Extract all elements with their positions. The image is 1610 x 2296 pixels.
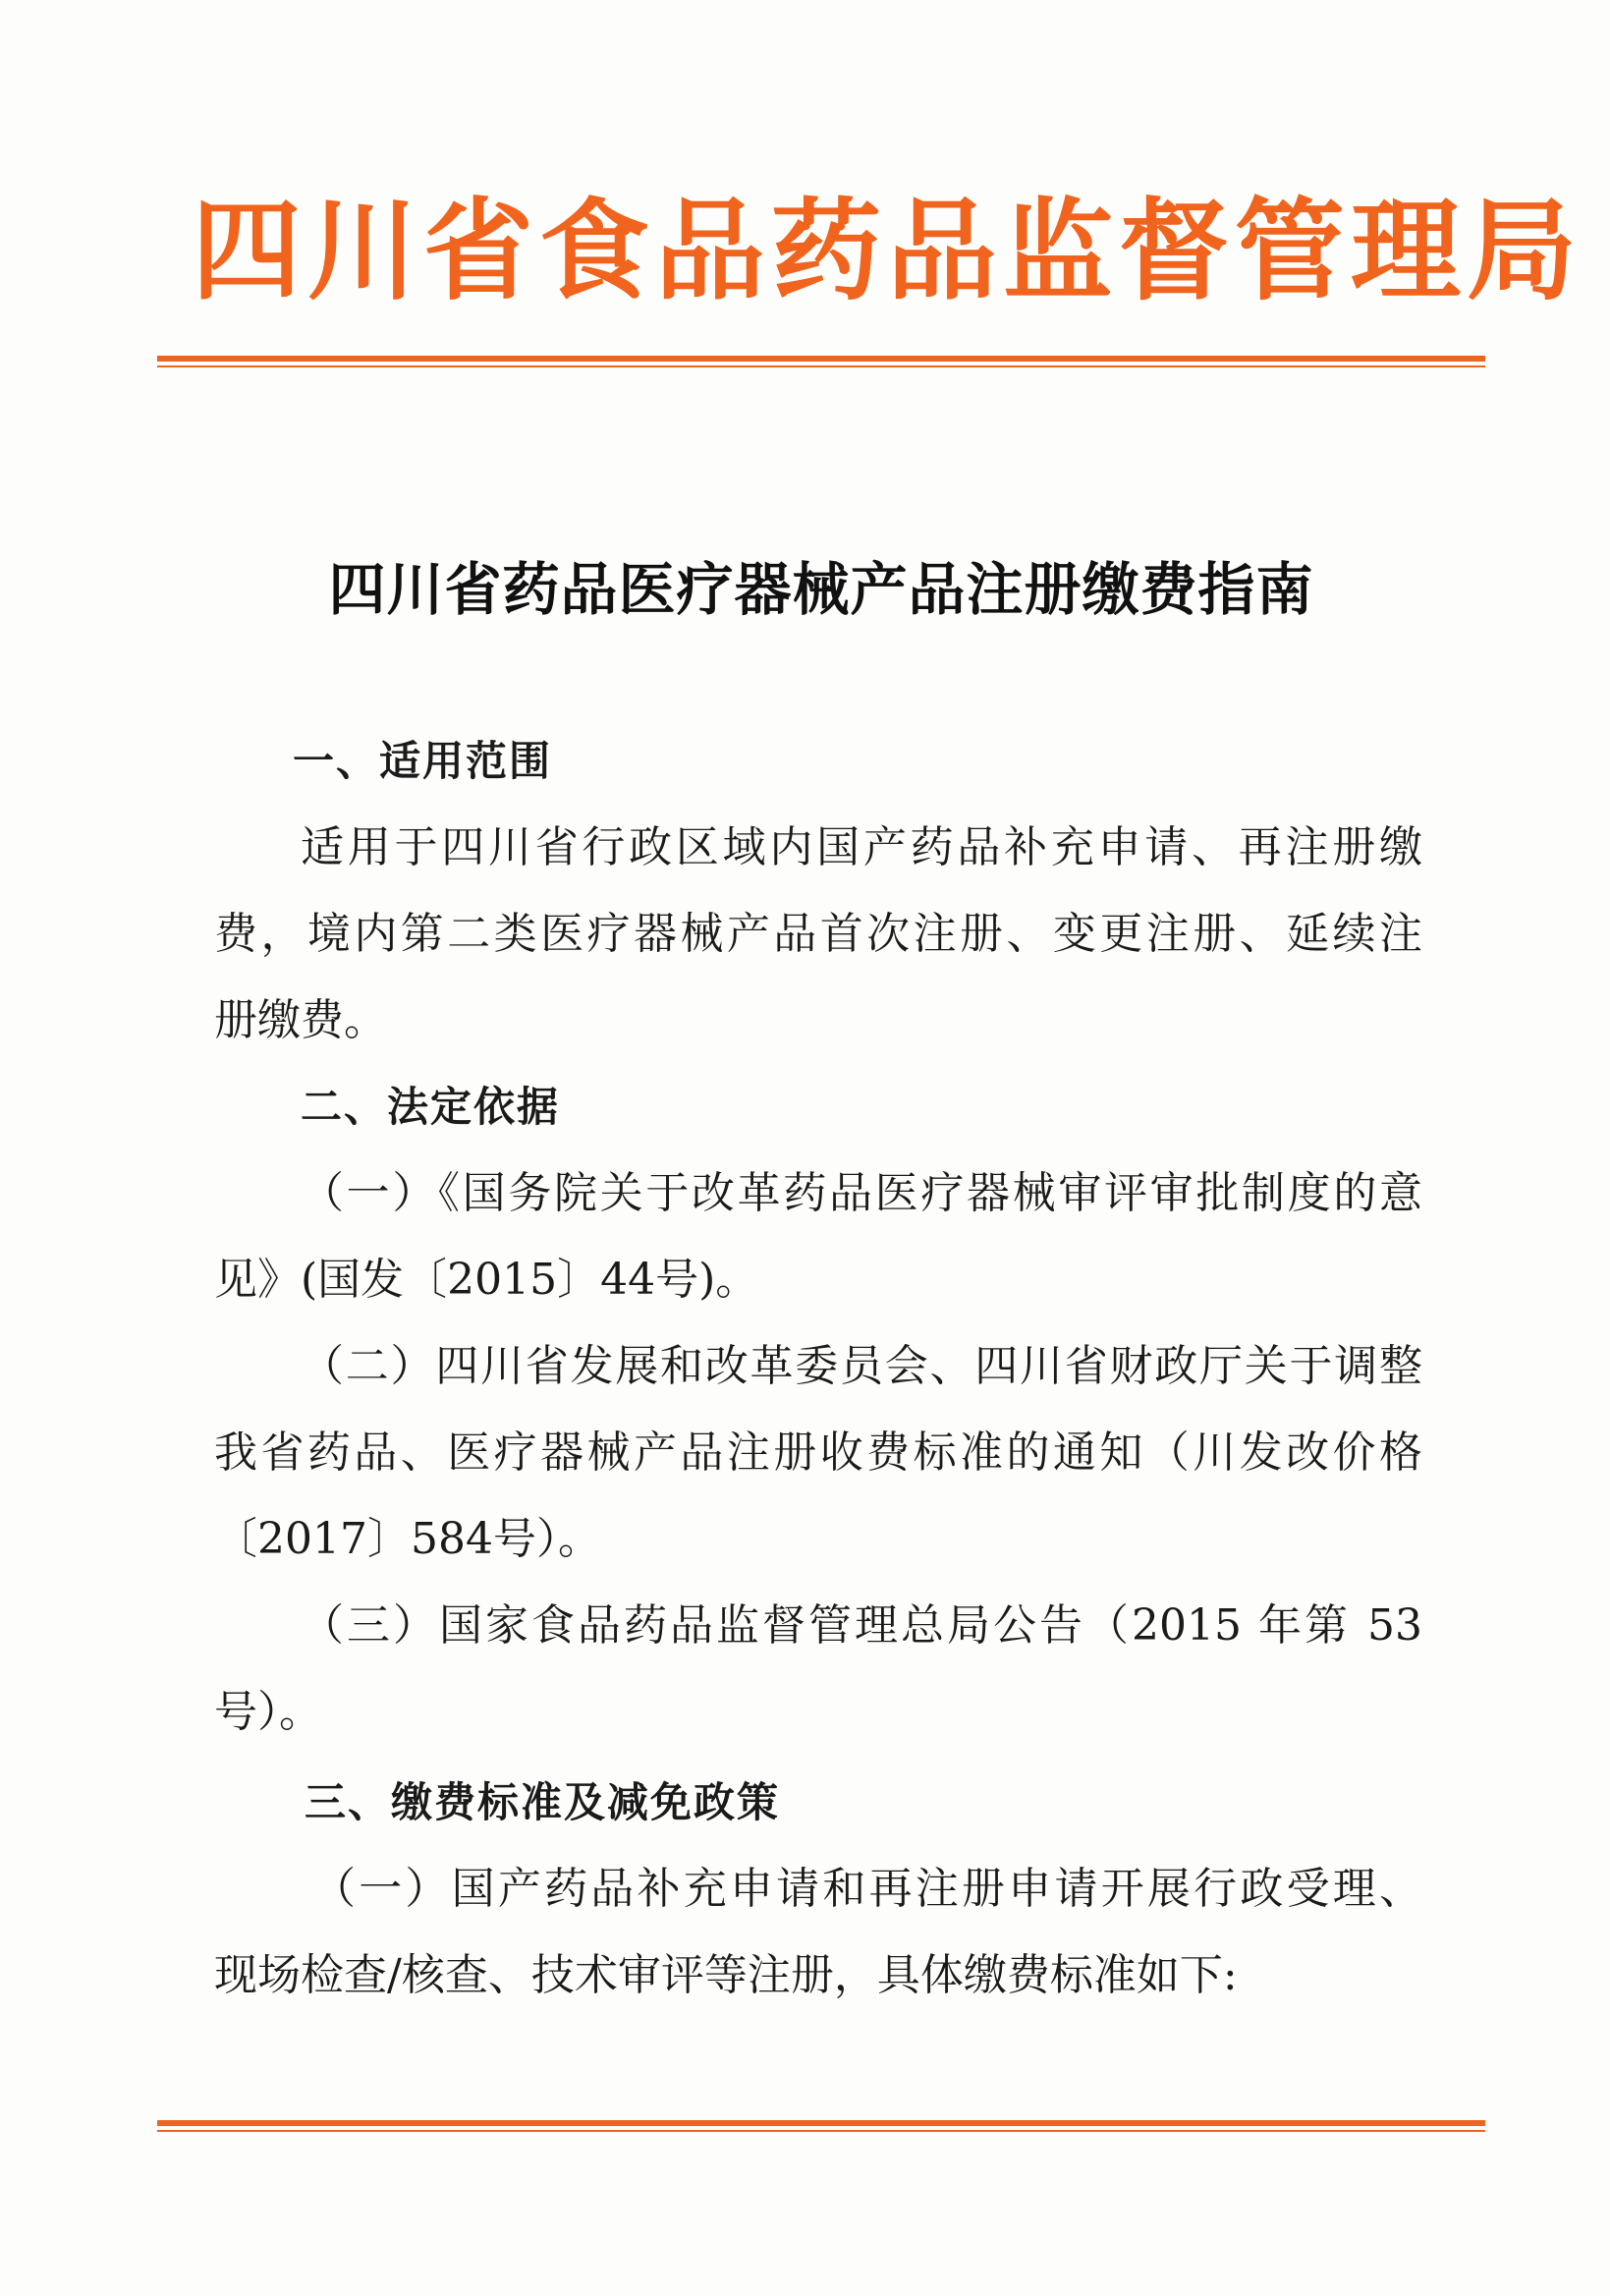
masthead-red-rule <box>157 356 1485 368</box>
red-rule-thick-line <box>157 2120 1485 2126</box>
paragraph-line: 现场检查/核查、技术审评等注册，具体缴费标准如下: <box>214 1950 1238 2000</box>
paragraph-line: （一）国产药品补充申请和再注册申请开展行政受理、 <box>312 1864 1422 1914</box>
red-rule-thin-line <box>157 365 1485 367</box>
section-heading-legal-basis: 二、法定依据 <box>301 1083 561 1131</box>
paragraph-line: 〔2017〕584号）。 <box>214 1514 601 1564</box>
paragraph-line: （一）《国务院关于改革药品医疗器械审评审批制度的意 <box>301 1168 1422 1218</box>
paragraph-line: 号）。 <box>214 1687 322 1737</box>
section-heading-scope: 一、适用范围 <box>293 737 553 785</box>
paragraph-line: 费，境内第二类医疗器械产品首次注册、变更注册、延续注 <box>214 909 1422 959</box>
paragraph-line: 适用于四川省行政区域内国产药品补充申请、再注册缴 <box>301 822 1422 872</box>
masthead-org-name: 四川省食品药品监督管理局 <box>192 188 1582 315</box>
paragraph-line: （三）国家食品药品监督管理总局公告（2015 年第 53 <box>301 1600 1422 1651</box>
section-heading-fee-standards: 三、缴费标准及减免政策 <box>305 1778 781 1826</box>
paragraph-line: 见》(国发〔2015〕44号)。 <box>214 1255 759 1305</box>
red-rule-thick-line <box>157 356 1485 362</box>
footer-red-rule <box>157 2120 1485 2133</box>
document-title: 四川省药品医疗器械产品注册缴费指南 <box>328 556 1314 623</box>
paragraph-line: 我省药品、医疗器械产品注册收费标准的通知（川发改价格 <box>214 1428 1422 1478</box>
paragraph-line: 册缴费。 <box>214 995 387 1045</box>
red-rule-thin-line <box>157 2130 1485 2132</box>
paragraph-line: （二）四川省发展和改革委员会、四川省财政厅关于调整 <box>301 1341 1422 1391</box>
